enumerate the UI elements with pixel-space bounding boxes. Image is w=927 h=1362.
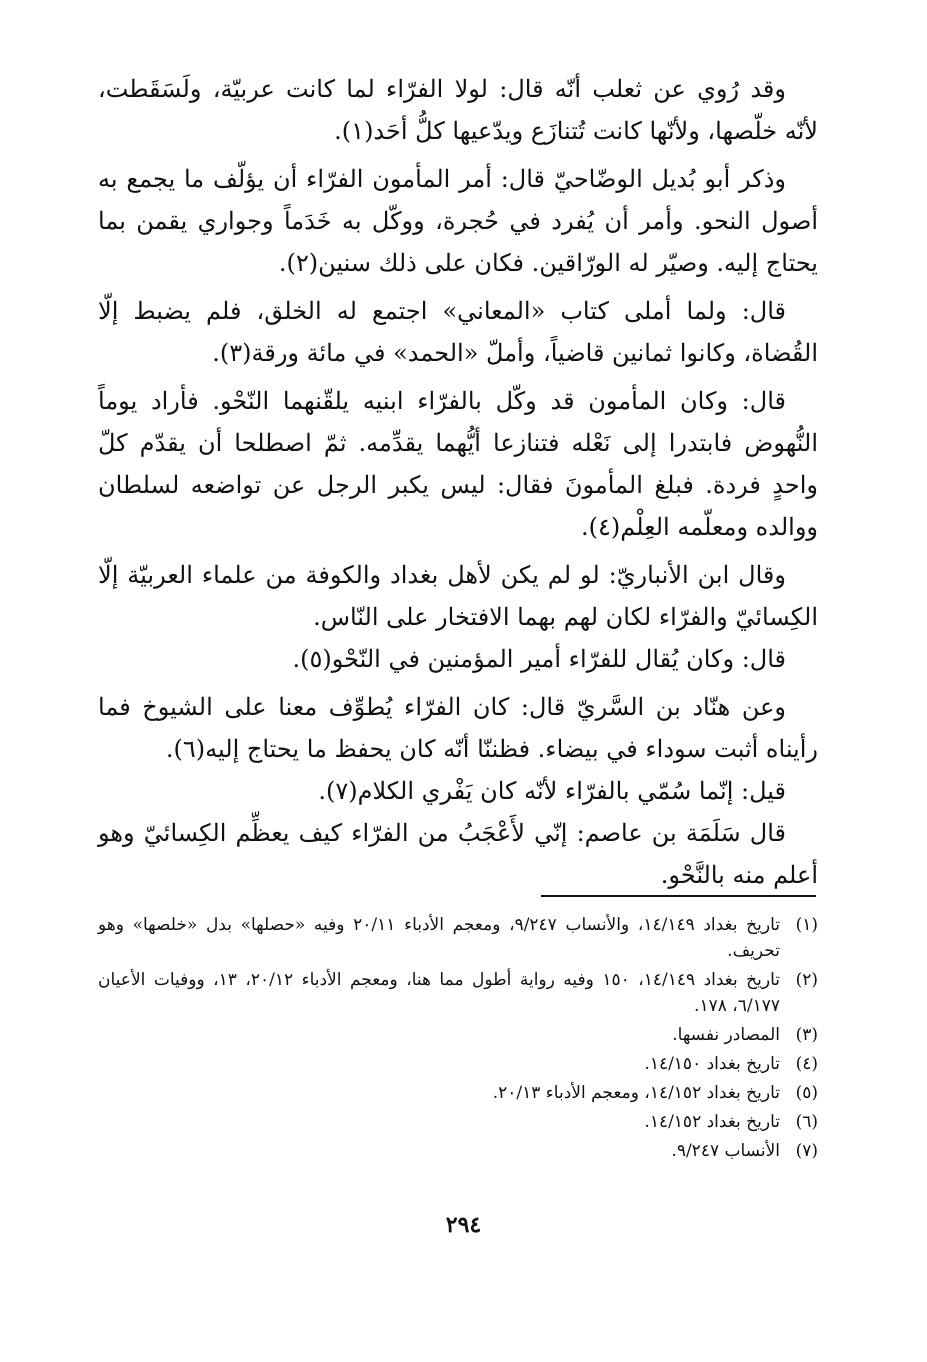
footnote	[98, 1138, 818, 1164]
paragraph: قال: وكان المأمون قد وكّل بالفرّاء ابنيه يلقّنهما النّحْو. فأراد يوماً النُّهوض فابتدرا إلى نَعْله فتنازعا أيُّهما يقدِّمه. ثمّ اصطلحا أن يقدّم كلّ واحدٍ فردة. فبلغ المأمونَ فقال: ليس يكبر الرجل عن تواضعه لسلطان ووالده ومعلّمه العِلْم(٤).	[98, 387, 818, 541]
paragraph: وعن هنّاد بن السَّريّ قال: كان الفرّاء يُطوِّف معنا على الشيوخ فما رأيناه أثبت سوداء في بيضاء. فظننّا أنّه كان يحفظ ما يحتاج إليه(٦).	[98, 693, 818, 763]
footnote	[98, 912, 818, 964]
footnote-text: تاريخ بغداد ١٤/١٤٩، ١٥٠ وفيه رواية أطول مما هنا، ومعجم الأدباء ٢٠/١٢، ١٣، ووفيات الأعيان ٦/١٧٧، ١٧٨.	[98, 970, 781, 1016]
footnote-number: (٢)	[795, 970, 818, 990]
paragraph: قال: وكان يُقال للفرّاء أمير المؤمنين في النّحْو(٥).	[292, 645, 786, 673]
footnote-text: الأنساب ٩/٢٤٧.	[671, 1141, 780, 1161]
footnote-number: (٥)	[795, 1083, 818, 1103]
footnote-number: (٦)	[795, 1112, 818, 1132]
paragraph: قيل: إنّما سُمّي بالفرّاء لأنّه كان يَفْري الكلام(٧).	[318, 777, 786, 805]
footnote	[98, 1051, 818, 1077]
paragraph: وذكر أبو بُديل الوضّاحيّ قال: أمر المأمون الفرّاء أن يؤلّف ما يجمع به أصول النحو. وأمر أن يُفرد في حُجرة، ووكّل به خَدَماً وجواري يقمن بما يحتاج إليه. وصيّر له الورّاقين. فكان على ذلك سنين(٢).	[98, 165, 818, 277]
footnote-text: تاريخ بغداد ١٤/١٥٢، ومعجم الأدباء ٢٠/١٣.	[492, 1083, 780, 1103]
paragraph: وقد رُوي عن ثعلب أنّه قال: لولا الفرّاء لما كانت عربيّة، ولَسَقَطت، لأنّه خلّصها، ولأنّها كانت تُتنازَع ويدّعيها كلُّ أحَد(١).	[98, 75, 818, 145]
footnote-text: تاريخ بغداد ١٤/١٤٩، والأنساب ٩/٢٤٧، ومعجم الأدباء ٢٠/١١ وفيه «حصلها» بدل «خلصها» وهو تحريف.	[98, 915, 780, 961]
footnotes	[98, 912, 818, 1167]
footnote-text: تاريخ بغداد ١٤/١٥٠.	[644, 1054, 780, 1074]
page-number: ٢٩٤	[445, 1212, 482, 1238]
footnote-number: (٣)	[795, 1025, 818, 1045]
main-text	[98, 68, 818, 896]
footnote-text: المصادر نفسها.	[672, 1025, 780, 1045]
footnote	[98, 1080, 818, 1106]
footnote	[98, 1022, 818, 1048]
footnote-text: تاريخ بغداد ١٤/١٥٢.	[644, 1112, 780, 1132]
footnote-divider	[541, 895, 816, 897]
paragraph: قال: ولما أملى كتاب «المعاني» اجتمع له الخلق، فلم يضبط إلّا القُضاة، وكانوا ثمانين قاضياً، وأملّ «الحمد» في مائة ورقة(٣).	[98, 297, 818, 367]
paragraph: قال سَلَمَة بن عاصم: إنّي لأَعْجَبُ من الفرّاء كيف يعظِّم الكِسائيّ وهو أعلم منه بالنَّحْو.	[98, 819, 818, 889]
footnote-number: (١)	[795, 915, 818, 935]
footnote	[98, 967, 818, 1019]
paragraph: وقال ابن الأنباريّ: لو لم يكن لأهل بغداد والكوفة من علماء العربيّة إلّا الكِسائيّ والفرّاء لكان لهم بهما الافتخار على النّاس.	[98, 561, 818, 631]
footnote-number: (٤)	[795, 1054, 818, 1074]
footnote-number: (٧)	[795, 1141, 818, 1161]
footnote	[98, 1109, 818, 1135]
